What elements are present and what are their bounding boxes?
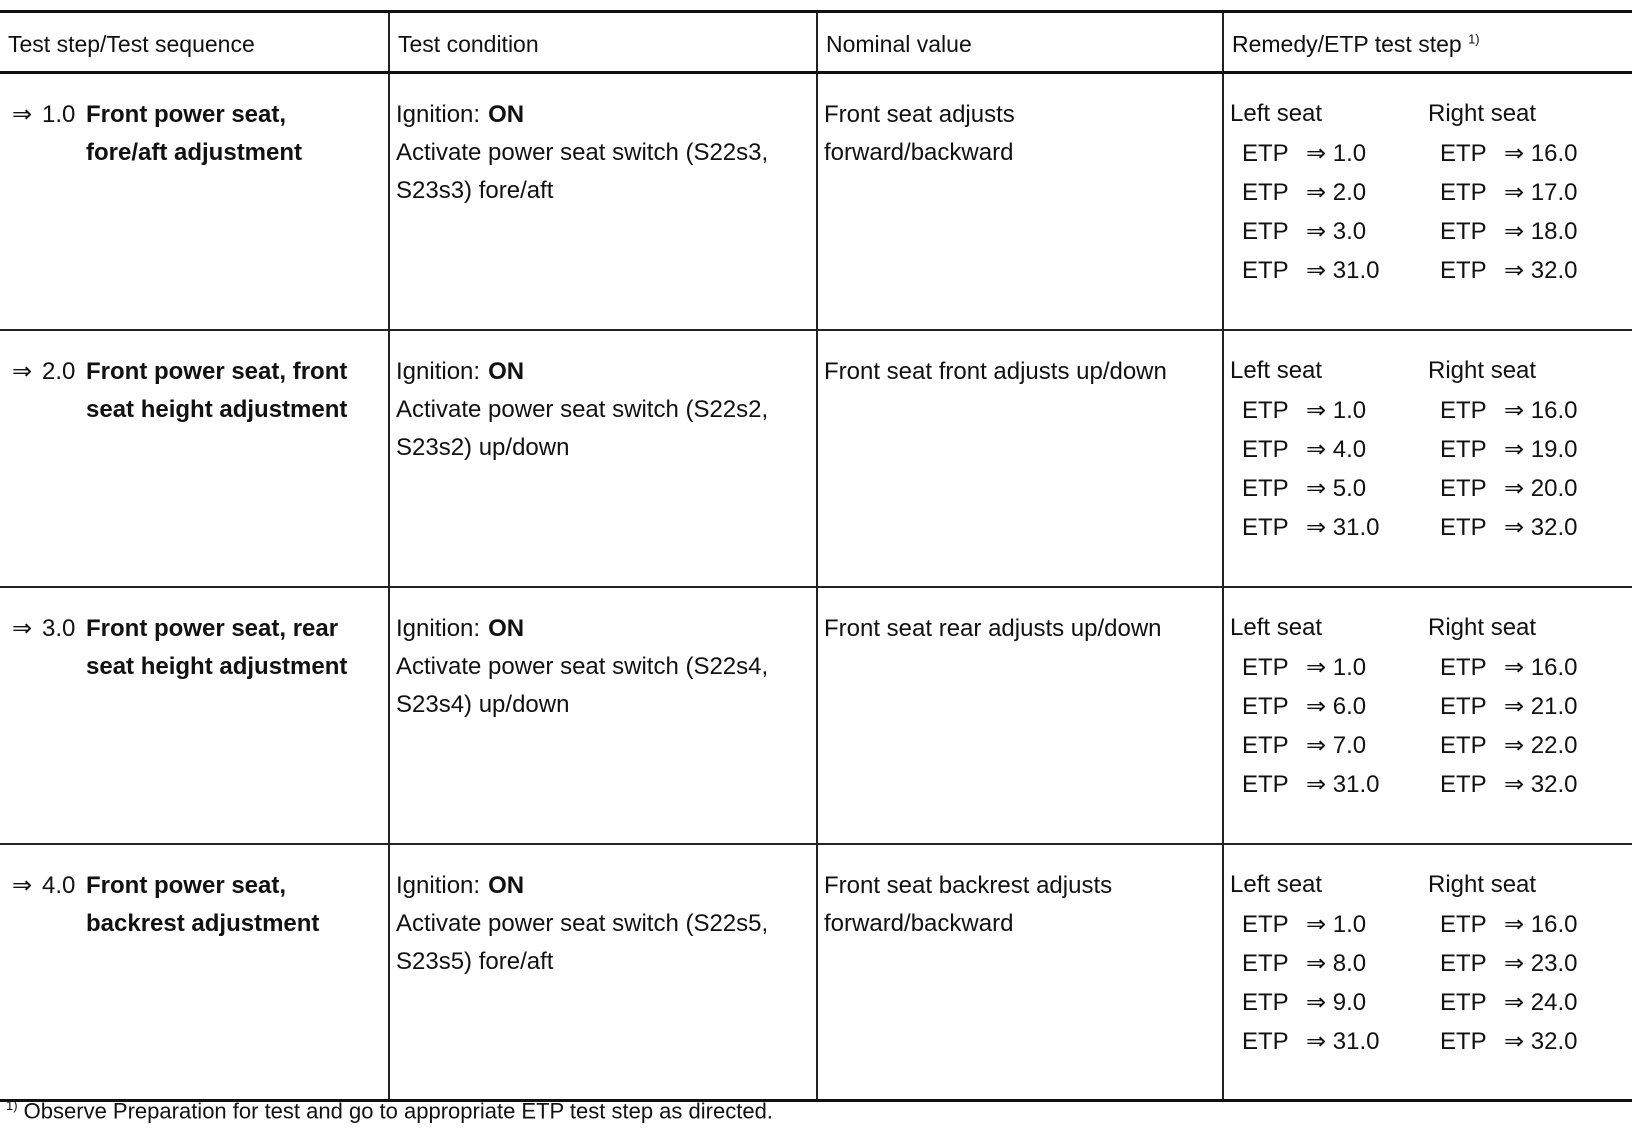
- etp-step: ⇒ 31.0: [1306, 257, 1380, 284]
- etp-item: [1428, 508, 1626, 547]
- nominal-value: Front seat rear adjusts up/down: [824, 614, 1162, 642]
- step-number: 3.0: [42, 614, 76, 642]
- etp-label: ETP: [1440, 257, 1487, 284]
- test-table: [0, 10, 1632, 1102]
- etp-label: ETP: [1440, 910, 1487, 938]
- etp-step: ⇒ 17.0: [1504, 179, 1578, 206]
- left-seat-heading: Left seat: [1230, 100, 1323, 127]
- etp-label: ETP: [1440, 218, 1487, 245]
- etp-step: ⇒ 31.0: [1306, 1027, 1380, 1055]
- footnote: [6, 1098, 773, 1124]
- etp-step: ⇒ 21.0: [1504, 692, 1578, 720]
- arrow-icon: ⇒: [12, 871, 33, 899]
- ignition-label: Ignition:: [396, 871, 481, 899]
- header-remedy-label: Remedy/ETP test step: [1232, 31, 1462, 57]
- etp-item: [1428, 134, 1626, 173]
- etp-item: [1230, 983, 1428, 1022]
- etp-label: ETP: [1242, 988, 1289, 1016]
- test-step: [0, 845, 388, 943]
- etp-step: ⇒ 16.0: [1504, 140, 1578, 167]
- etp-item: [1428, 983, 1626, 1022]
- etp-step: ⇒ 16.0: [1504, 910, 1578, 938]
- activate-instruction: Activate power seat switch (S22s3, S23s3) fore/aft: [396, 139, 769, 204]
- footnote-text: Observe Preparation for test and go to appropriate ETP test step as directed.: [17, 1098, 773, 1124]
- etp-item: [1428, 1022, 1626, 1061]
- etp-label: ETP: [1242, 179, 1289, 206]
- left-seat-column: [1230, 610, 1428, 804]
- remedy-cell: [1224, 588, 1632, 804]
- etp-label: ETP: [1242, 910, 1289, 938]
- nominal-value: Front seat front adjusts up/down: [824, 357, 1167, 385]
- left-seat-heading: Left seat: [1230, 870, 1323, 898]
- etp-item: [1428, 251, 1626, 290]
- etp-item: [1230, 134, 1428, 173]
- etp-item: [1230, 687, 1428, 726]
- ignition-label: Ignition:: [396, 101, 481, 128]
- etp-item: [1230, 944, 1428, 983]
- etp-step: ⇒ 1.0: [1306, 140, 1367, 167]
- test-step: [0, 588, 388, 686]
- etp-label: ETP: [1242, 140, 1289, 167]
- header-nominal-value: Nominal value: [817, 12, 1223, 73]
- etp-label: ETP: [1242, 513, 1289, 541]
- etp-item: [1428, 648, 1626, 687]
- etp-item: [1230, 726, 1428, 765]
- activate-instruction: Activate power seat switch (S22s5, S23s5) fore/aft: [396, 909, 769, 975]
- etp-step: ⇒ 23.0: [1504, 949, 1578, 977]
- etp-label: ETP: [1440, 513, 1487, 541]
- header-test-step: Test step/Test sequence: [0, 12, 389, 73]
- etp-item: [1230, 173, 1428, 212]
- etp-label: ETP: [1242, 435, 1289, 463]
- remedy-cell: [1224, 331, 1632, 547]
- arrow-icon: ⇒: [12, 614, 33, 642]
- test-condition: [390, 845, 816, 981]
- header-test-condition: Test condition: [389, 12, 817, 73]
- right-seat-heading: Right seat: [1428, 356, 1537, 384]
- etp-label: ETP: [1242, 396, 1289, 424]
- etp-label: ETP: [1242, 474, 1289, 502]
- etp-item: [1428, 173, 1626, 212]
- test-condition: [390, 331, 816, 467]
- step-title: Front power seat, front seat height adjustment: [86, 357, 348, 423]
- etp-item: [1230, 905, 1428, 944]
- right-seat-column: [1428, 353, 1626, 547]
- etp-item: [1428, 765, 1626, 804]
- etp-item: [1230, 469, 1428, 508]
- etp-step: ⇒ 31.0: [1306, 513, 1380, 541]
- etp-label: ETP: [1440, 1027, 1487, 1055]
- etp-item: [1230, 508, 1428, 547]
- left-seat-column: [1230, 96, 1428, 290]
- etp-step: ⇒ 6.0: [1306, 692, 1367, 720]
- etp-label: ETP: [1440, 692, 1487, 720]
- test-step: [0, 74, 388, 172]
- etp-step: ⇒ 4.0: [1306, 435, 1367, 463]
- etp-label: ETP: [1440, 731, 1487, 759]
- header-row: [0, 12, 1632, 73]
- etp-label: ETP: [1242, 218, 1289, 245]
- etp-step: ⇒ 20.0: [1504, 474, 1578, 502]
- step-title: Front power seat, fore/aft adjustment: [86, 101, 303, 166]
- etp-item: [1428, 726, 1626, 765]
- etp-label: ETP: [1242, 257, 1289, 284]
- ignition-value: ON: [488, 101, 525, 128]
- etp-item: [1428, 944, 1626, 983]
- etp-label: ETP: [1440, 435, 1487, 463]
- footnote-mark: 1): [6, 1098, 18, 1113]
- etp-step: ⇒ 3.0: [1306, 218, 1367, 245]
- etp-step: ⇒ 32.0: [1504, 770, 1578, 798]
- right-seat-column: [1428, 96, 1626, 290]
- etp-step: ⇒ 1.0: [1306, 396, 1367, 424]
- etp-label: ETP: [1440, 474, 1487, 502]
- etp-step: ⇒ 1.0: [1306, 653, 1367, 681]
- etp-step: ⇒ 32.0: [1504, 513, 1578, 541]
- etp-step: ⇒ 31.0: [1306, 770, 1380, 798]
- etp-label: ETP: [1242, 770, 1289, 798]
- etp-label: ETP: [1242, 692, 1289, 720]
- left-seat-heading: Left seat: [1230, 356, 1323, 384]
- etp-item: [1428, 687, 1626, 726]
- etp-label: ETP: [1440, 653, 1487, 681]
- right-seat-column: [1428, 610, 1626, 804]
- nominal-value: Front seat backrest adjusts forward/backward: [824, 871, 1113, 937]
- table-row: [0, 330, 1632, 587]
- table-row: [0, 844, 1632, 1101]
- etp-item: [1428, 212, 1626, 251]
- etp-item: [1230, 212, 1428, 251]
- etp-label: ETP: [1242, 653, 1289, 681]
- step-number: 2.0: [42, 357, 76, 385]
- etp-step: ⇒ 7.0: [1306, 731, 1367, 759]
- right-seat-column: [1428, 867, 1626, 1061]
- etp-item: [1428, 430, 1626, 469]
- etp-item: [1230, 391, 1428, 430]
- right-seat-heading: Right seat: [1428, 613, 1537, 641]
- activate-instruction: Activate power seat switch (S22s4, S23s4) up/down: [396, 652, 769, 718]
- ignition-value: ON: [488, 871, 525, 899]
- test-step: [0, 331, 388, 429]
- etp-step: ⇒ 32.0: [1504, 257, 1578, 284]
- etp-step: ⇒ 24.0: [1504, 988, 1578, 1016]
- ignition-label: Ignition:: [396, 357, 481, 385]
- etp-step: ⇒ 9.0: [1306, 988, 1367, 1016]
- etp-item: [1230, 430, 1428, 469]
- etp-item: [1428, 391, 1626, 430]
- etp-step: ⇒ 2.0: [1306, 179, 1367, 206]
- step-title: Front power seat, rear seat height adjustment: [86, 614, 348, 680]
- etp-step: ⇒ 8.0: [1306, 949, 1367, 977]
- header-remedy: [1223, 12, 1632, 73]
- etp-label: ETP: [1440, 140, 1487, 167]
- etp-step: ⇒ 5.0: [1306, 474, 1367, 502]
- remedy-cell: [1224, 74, 1632, 290]
- etp-label: ETP: [1440, 988, 1487, 1016]
- arrow-icon: ⇒: [12, 101, 33, 128]
- right-seat-heading: Right seat: [1428, 870, 1537, 898]
- left-seat-heading: Left seat: [1230, 613, 1323, 641]
- remedy-cell: [1224, 845, 1632, 1061]
- etp-step: ⇒ 1.0: [1306, 910, 1367, 938]
- etp-item: [1230, 765, 1428, 804]
- etp-step: ⇒ 16.0: [1504, 653, 1578, 681]
- etp-step: ⇒ 22.0: [1504, 731, 1578, 759]
- etp-item: [1230, 648, 1428, 687]
- left-seat-column: [1230, 867, 1428, 1061]
- right-seat-heading: Right seat: [1428, 100, 1537, 127]
- ignition-value: ON: [488, 614, 525, 642]
- etp-label: ETP: [1440, 770, 1487, 798]
- etp-item: [1230, 251, 1428, 290]
- nominal-value: Front seat adjusts forward/backward: [824, 101, 1015, 166]
- etp-item: [1428, 905, 1626, 944]
- left-seat-column: [1230, 353, 1428, 547]
- etp-label: ETP: [1242, 949, 1289, 977]
- step-number: 4.0: [42, 871, 76, 899]
- step-number: 1.0: [42, 101, 76, 128]
- etp-label: ETP: [1440, 949, 1487, 977]
- test-condition: [390, 74, 816, 210]
- etp-step: ⇒ 19.0: [1504, 435, 1578, 463]
- step-title: Front power seat, backrest adjustment: [86, 871, 320, 937]
- etp-item: [1230, 1022, 1428, 1061]
- etp-step: ⇒ 32.0: [1504, 1027, 1578, 1055]
- etp-label: ETP: [1440, 396, 1487, 424]
- etp-label: ETP: [1242, 1027, 1289, 1055]
- etp-label: ETP: [1440, 179, 1487, 206]
- arrow-icon: ⇒: [12, 357, 33, 385]
- etp-step: ⇒ 16.0: [1504, 396, 1578, 424]
- ignition-value: ON: [488, 357, 525, 385]
- ignition-label: Ignition:: [396, 614, 481, 642]
- table-row: [0, 587, 1632, 844]
- activate-instruction: Activate power seat switch (S22s2, S23s2) up/down: [396, 395, 769, 461]
- etp-step: ⇒ 18.0: [1504, 218, 1578, 245]
- test-condition: [390, 588, 816, 724]
- footnote-marker: 1): [1468, 31, 1480, 47]
- table-row: [0, 73, 1632, 330]
- etp-label: ETP: [1242, 731, 1289, 759]
- etp-item: [1428, 469, 1626, 508]
